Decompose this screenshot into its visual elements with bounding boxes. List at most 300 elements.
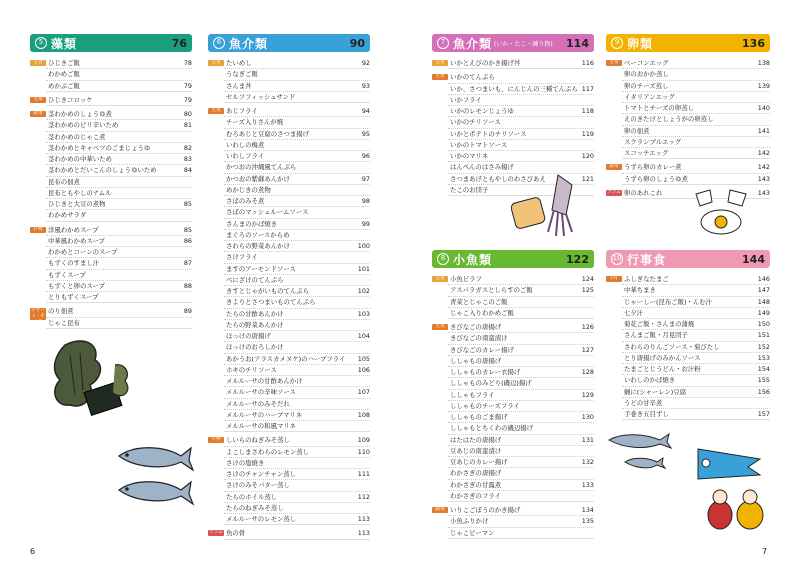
recipe-entry[interactable]: [448, 505, 594, 516]
recipe-name: さんまのかば焼き: [226, 219, 278, 228]
recipe-entry[interactable]: [46, 247, 192, 258]
recipe-entry[interactable]: [622, 342, 770, 353]
recipe-page: 149: [757, 308, 770, 317]
recipe-name: 洋風わかめスープ: [48, 225, 99, 234]
recipe-entry[interactable]: [224, 435, 370, 446]
recipe-page: 135: [581, 517, 594, 526]
section-header[interactable]: [30, 34, 192, 52]
recipe-name: わかさぎの甘露煮: [450, 480, 502, 489]
recipe-entry[interactable]: [46, 236, 192, 247]
recipe-page: 138: [757, 59, 770, 67]
section-page: 136: [742, 36, 765, 50]
recipe-entry[interactable]: [622, 81, 770, 92]
recipe-entry[interactable]: [448, 322, 594, 333]
recipe-page: 129: [581, 390, 594, 399]
recipe-page: 151: [757, 331, 770, 340]
section-title: 藻類: [51, 36, 78, 51]
recipe-entry[interactable]: [448, 412, 594, 423]
recipe-name: べにざけのてんぷら: [226, 275, 284, 284]
recipe-name: 菊花ご飯・さんまの蒲焼: [624, 320, 695, 328]
recipe-name: もずくスープ: [48, 270, 86, 279]
recipe-page: 85: [183, 200, 192, 208]
recipe-name: 豆あじのカレー揚げ: [450, 458, 508, 466]
recipe-name: 茎わかめのピリ辛いため: [48, 121, 119, 130]
recipe-entry[interactable]: [448, 345, 594, 356]
recipe-entry[interactable]: [448, 106, 594, 117]
recipe-entry[interactable]: [224, 275, 370, 286]
recipe-name: うずら卵のしょうゆ煮: [624, 174, 688, 183]
recipe-entry[interactable]: [622, 319, 770, 330]
section-title: 魚介類: [229, 36, 269, 51]
recipe-page: 88: [183, 281, 192, 290]
recipe-entry[interactable]: [622, 297, 770, 308]
recipe-name: ふしぎなたまご: [624, 275, 669, 283]
recipe-entry[interactable]: [622, 58, 770, 69]
recipe-entry[interactable]: [224, 331, 370, 342]
recipe-name: めかぶご飯: [48, 81, 80, 90]
section-number-badge: 10: [611, 253, 623, 265]
recipe-page: 157: [757, 410, 770, 418]
section-header[interactable]: [606, 250, 770, 268]
recipe-name: 中華風わかめスープ: [48, 236, 105, 245]
recipe-name: じゃこ昆布: [48, 318, 80, 327]
category-tag: 副菜: [30, 111, 46, 117]
recipe-name: よこしまさわらのレモン蒸し: [226, 447, 310, 456]
category-tag: 主菜: [208, 108, 224, 114]
recipe-entry[interactable]: [622, 409, 770, 419]
recipe-page: 86: [183, 236, 192, 245]
recipe-name: ししゃもとちくわの磯辺揚げ: [450, 424, 534, 433]
category-group: [208, 58, 370, 103]
recipe-entry[interactable]: [224, 151, 370, 162]
recipe-entry[interactable]: [448, 480, 594, 491]
recipe-name: いかのてんぷら: [450, 73, 495, 82]
recipe-entry[interactable]: [448, 516, 594, 527]
recipe-entry[interactable]: [448, 274, 594, 285]
recipe-name: 茎わかめのしょうゆ煮: [48, 110, 112, 118]
recipe-entry[interactable]: [224, 185, 370, 196]
recipe-entry[interactable]: [224, 58, 370, 69]
recipe-name: ししゃものごま揚げ: [450, 413, 508, 421]
recipe-name: あじフライ: [226, 107, 258, 115]
column-egg-events: [606, 34, 770, 418]
category-group: [432, 274, 594, 319]
recipe-name: チーズ入りさんが焼: [226, 118, 284, 127]
recipe-entry[interactable]: [224, 342, 370, 353]
recipe-entry[interactable]: [224, 492, 370, 503]
recipe-entry[interactable]: [622, 137, 770, 148]
recipe-entry[interactable]: [448, 95, 594, 106]
recipe-entry[interactable]: [224, 399, 370, 410]
recipe-page: 104: [357, 332, 370, 340]
recipe-name: たこのお団子: [450, 185, 489, 194]
recipe-entry[interactable]: [448, 84, 594, 95]
recipe-name: もずくのすまし汁: [48, 259, 100, 268]
recipe-page: 141: [757, 126, 770, 135]
recipe-name: メルルーサのみそだれ: [226, 399, 290, 408]
recipe-page: 124: [581, 275, 594, 283]
recipe-entry[interactable]: [224, 480, 370, 491]
recipe-entry[interactable]: [46, 225, 192, 236]
recipe-name: メルルーサのレモン蒸し: [226, 515, 297, 523]
recipe-entry[interactable]: [622, 103, 770, 114]
recipe-entry[interactable]: [622, 364, 770, 375]
recipe-entry[interactable]: [448, 308, 594, 318]
category-tag: 副菜: [432, 507, 448, 513]
recipe-name: きすとじゃがいものてんぷら: [226, 287, 310, 295]
recipe-entry[interactable]: [622, 126, 770, 137]
recipe-name: きびなごの南蛮漬け: [450, 334, 508, 343]
recipe-entry[interactable]: [622, 285, 770, 296]
recipe-entry[interactable]: [448, 72, 594, 83]
recipe-entry[interactable]: [46, 120, 192, 131]
cracked-egg-icon: [690, 188, 752, 238]
section-s8: [432, 250, 594, 542]
category-tag: 主食: [30, 60, 46, 66]
recipe-page: 139: [757, 81, 770, 90]
category-group: [208, 435, 370, 525]
recipe-name: さけの塩焼き: [226, 458, 265, 467]
recipe-page: 150: [757, 320, 770, 328]
category-group: [30, 58, 192, 92]
recipe-entry[interactable]: [46, 292, 192, 302]
saury-fish-icon: [115, 438, 195, 513]
recipe-entry[interactable]: [622, 148, 770, 158]
recipe-name: さわらの野菜あんかけ: [226, 242, 290, 250]
category-tag: 汁物: [208, 437, 224, 443]
recipe-name: 小魚ふりかけ: [450, 517, 489, 526]
recipe-name: めかじきの煮物: [226, 185, 271, 194]
recipe-entry[interactable]: [224, 196, 370, 207]
recipe-entry[interactable]: [622, 308, 770, 319]
recipe-page: 97: [361, 174, 370, 183]
recipe-page: 96: [361, 152, 370, 160]
recipe-name: 小魚ピラフ: [450, 275, 482, 283]
recipe-entry[interactable]: [46, 154, 192, 165]
recipe-entry[interactable]: [224, 219, 370, 230]
recipe-entry[interactable]: [448, 491, 594, 501]
recipe-entry[interactable]: [448, 129, 594, 140]
category-tag: 主菜: [432, 74, 448, 80]
recipe-name: スクランブルエッグ: [624, 137, 682, 146]
recipe-name: ほっけの唐揚げ: [226, 332, 271, 340]
category-tag: 主食: [432, 276, 448, 282]
recipe-name: 茎わかめとだいこんのしょうゆいため: [48, 166, 157, 175]
recipe-name: じゃーしー(昆布ご飯)・んむ汁: [624, 297, 713, 306]
recipe-entry[interactable]: [224, 264, 370, 275]
small-fish-icon: [605, 430, 685, 475]
recipe-entry[interactable]: [622, 162, 770, 173]
recipe-page: 99: [361, 219, 370, 228]
recipe-entry[interactable]: [224, 447, 370, 458]
recipe-entry[interactable]: [448, 117, 594, 128]
hina-dolls-icon: [708, 490, 763, 529]
recipe-entry[interactable]: [448, 446, 594, 457]
recipe-name: わかめご飯: [48, 70, 80, 79]
recipe-entry[interactable]: [224, 230, 370, 241]
recipe-page: 79: [183, 95, 192, 104]
recipe-name: さけのみそバター蒸し: [226, 481, 290, 490]
recipe-entry[interactable]: [448, 423, 594, 434]
recipe-entry[interactable]: [224, 286, 370, 297]
recipe-entry[interactable]: [224, 387, 370, 398]
recipe-name: ししゃもフライ: [450, 390, 495, 399]
recipe-entry[interactable]: [448, 367, 594, 378]
recipe-page: 113: [357, 529, 370, 538]
section-page: 114: [566, 36, 589, 50]
recipe-entry[interactable]: [224, 92, 370, 102]
recipe-name: 手巻き五目ずし: [624, 410, 669, 418]
recipe-page: 140: [757, 104, 770, 112]
recipe-page: 120: [581, 152, 594, 160]
category-group: [30, 95, 192, 106]
recipe-entry[interactable]: [622, 274, 770, 285]
recipe-name: 青菜とじゃこのご飯: [450, 297, 508, 306]
recipe-entry[interactable]: [448, 468, 594, 479]
recipe-page: 102: [357, 287, 370, 295]
recipe-name: しいらのねぎみそ蒸し: [226, 436, 290, 445]
recipe-name: 魚の骨: [226, 529, 246, 538]
recipe-name: 卵のおかか蒸し: [624, 70, 669, 79]
recipe-name: さつまあげともやしのわさびあえ: [450, 174, 546, 183]
recipe-page: 79: [183, 81, 192, 90]
recipe-entry[interactable]: [46, 143, 192, 154]
recipe-name: いりこごぼうのかき揚げ: [450, 506, 521, 514]
recipe-name: たらの野菜あんかけ: [226, 320, 284, 329]
recipe-page: 109: [357, 436, 370, 445]
recipe-entry[interactable]: [622, 353, 770, 364]
section-page: 122: [566, 252, 589, 266]
carp-streamer-icon: [690, 445, 780, 535]
recipe-entry[interactable]: [622, 174, 770, 184]
recipe-name: とり唐揚げのみかんソース: [624, 353, 701, 362]
recipe-entry[interactable]: [448, 356, 594, 367]
recipe-entry[interactable]: [224, 207, 370, 218]
recipe-page: 100: [357, 242, 370, 250]
section-number-badge: 5: [35, 37, 47, 49]
recipe-name: いかのチリソース: [450, 118, 501, 127]
recipe-entry[interactable]: [46, 165, 192, 176]
recipe-entry[interactable]: [46, 132, 192, 143]
recipe-entry[interactable]: [224, 297, 370, 308]
recipe-page: 126: [581, 323, 594, 331]
recipe-page: 106: [357, 365, 370, 374]
recipe-entry[interactable]: [46, 258, 192, 269]
recipe-entry[interactable]: [224, 469, 370, 480]
recipe-entry[interactable]: [448, 390, 594, 401]
recipe-entry[interactable]: [224, 354, 370, 365]
section-subtitle: (いか・たこ・練り物): [494, 40, 553, 48]
recipe-entry[interactable]: [622, 375, 770, 386]
recipe-name: とりもずくスープ: [48, 293, 99, 301]
recipe-name: ますのアーモンドソース: [226, 264, 296, 273]
recipe-entry[interactable]: [448, 457, 594, 468]
recipe-page: 142: [757, 163, 770, 172]
recipe-page: 153: [757, 353, 770, 362]
recipe-entry[interactable]: [224, 309, 370, 320]
category-group: [606, 274, 770, 420]
recipe-name: ししゃものカレー衣揚げ: [450, 368, 521, 376]
recipe-name: わかめとコーンのスープ: [48, 248, 118, 256]
recipe-entry[interactable]: [224, 528, 370, 538]
recipe-entry[interactable]: [46, 81, 192, 91]
category-group: [432, 58, 594, 69]
recipe-entry[interactable]: [448, 378, 594, 389]
recipe-name: わかさぎの唐揚げ: [450, 469, 502, 478]
recipe-entry[interactable]: [46, 306, 192, 317]
recipe-entry[interactable]: [224, 117, 370, 128]
recipe-name: ホキのチリソース: [226, 365, 277, 374]
recipe-name: わかさぎのフライ: [450, 491, 501, 500]
recipe-page: 84: [183, 166, 192, 175]
recipe-entry[interactable]: [448, 297, 594, 308]
recipe-entry[interactable]: [224, 365, 370, 376]
recipe-entry[interactable]: [224, 503, 370, 514]
section-title: 卵類: [627, 36, 654, 51]
recipe-entry[interactable]: [448, 58, 594, 68]
recipe-name: ししゃものチーズフライ: [450, 401, 520, 410]
recipe-name: さけフライ: [226, 253, 258, 262]
recipe-entry[interactable]: [224, 252, 370, 263]
recipe-entry[interactable]: [622, 398, 770, 409]
recipe-entry[interactable]: [224, 69, 370, 80]
recipe-entry[interactable]: [224, 106, 370, 117]
recipe-entry[interactable]: [224, 421, 370, 431]
recipe-entry[interactable]: [448, 528, 594, 538]
recipe-name: たいめし: [226, 59, 252, 67]
section-s9: [606, 34, 770, 199]
recipe-entry[interactable]: [224, 140, 370, 151]
recipe-entry[interactable]: [224, 458, 370, 469]
recipe-entry[interactable]: [224, 129, 370, 140]
recipe-page: 127: [581, 345, 594, 354]
recipe-page: 81: [183, 121, 192, 130]
section-page: 144: [742, 252, 765, 266]
recipe-page: 146: [757, 275, 770, 283]
recipe-name: いわしフライ: [226, 152, 265, 160]
recipe-name: うなぎご飯: [226, 70, 258, 79]
recipe-entry[interactable]: [46, 177, 192, 188]
recipe-page: 112: [357, 492, 370, 501]
recipe-name: 茎わかめの中華いため: [48, 155, 112, 163]
recipe-name: かつおの紫蘇あんかけ: [226, 174, 290, 183]
recipe-name: もずくと卵のスープ: [48, 281, 105, 290]
recipe-name: 蝋に(シャーレン)豆腐: [624, 387, 687, 396]
recipe-entry[interactable]: [224, 174, 370, 185]
recipe-page: 108: [357, 410, 370, 419]
section-header[interactable]: [606, 34, 770, 52]
recipe-page: 111: [357, 470, 370, 478]
recipe-page: 87: [183, 259, 192, 268]
section-number-badge: 7: [437, 37, 449, 49]
section-title: 小魚類: [453, 252, 493, 267]
section-s5: [30, 34, 192, 329]
recipe-name: いかのトマトソース: [450, 140, 508, 149]
recipe-entry[interactable]: [46, 69, 192, 80]
category-group: [30, 306, 192, 329]
recipe-name: うどの甘辛煮: [624, 398, 663, 407]
recipe-entry[interactable]: [224, 241, 370, 252]
recipe-entry[interactable]: [46, 188, 192, 199]
recipe-page: 148: [757, 297, 770, 306]
category-tag: 主菜: [30, 97, 46, 103]
section-header[interactable]: [432, 34, 594, 52]
recipe-name: まぐろのソースからめ: [226, 230, 290, 239]
recipe-page: 78: [183, 59, 192, 67]
recipe-page: 101: [357, 264, 370, 273]
recipe-entry[interactable]: [448, 333, 594, 344]
recipe-entry[interactable]: [448, 285, 594, 296]
recipe-entry[interactable]: [46, 281, 192, 292]
recipe-page: 89: [183, 307, 192, 316]
recipe-page: 113: [357, 515, 370, 523]
recipe-entry[interactable]: [224, 162, 370, 173]
recipe-name: ベーコンエッグ: [624, 59, 669, 67]
recipe-entry[interactable]: [224, 376, 370, 387]
recipe-entry[interactable]: [46, 318, 192, 328]
recipe-entry[interactable]: [224, 81, 370, 92]
recipe-page: 117: [581, 84, 594, 93]
recipe-entry[interactable]: [448, 140, 594, 151]
recipe-name: 卵のあれこれ: [624, 188, 663, 197]
recipe-entry[interactable]: [622, 69, 770, 80]
recipe-entry[interactable]: [46, 95, 192, 105]
category-group: [432, 322, 594, 502]
recipe-entry[interactable]: [448, 151, 594, 162]
category-group: [208, 528, 370, 539]
category-tag: 主菜: [432, 324, 448, 330]
recipe-entry[interactable]: [622, 92, 770, 103]
recipe-entry[interactable]: [622, 387, 770, 398]
recipe-name: 豆あじの南蛮漬け: [450, 446, 502, 455]
recipe-entry[interactable]: [46, 210, 192, 220]
section-header[interactable]: [432, 250, 594, 268]
recipe-name: わかめサラダ: [48, 211, 87, 220]
recipe-entry[interactable]: [622, 330, 770, 341]
recipe-name: はんぺんのはさみ揚げ: [450, 163, 514, 172]
section-s6: [208, 34, 370, 540]
recipe-name: たまごとじうどん・お汁粉: [624, 365, 701, 373]
recipe-entry[interactable]: [224, 410, 370, 421]
recipe-page: 130: [581, 413, 594, 421]
recipe-entry[interactable]: [46, 270, 192, 281]
recipe-page: 143: [757, 188, 770, 197]
category-group: [30, 109, 192, 222]
recipe-name: かつおの沖縄風てんぷら: [226, 163, 297, 172]
recipe-entry[interactable]: [622, 114, 770, 125]
section-s10: [606, 250, 770, 423]
recipe-entry[interactable]: [46, 199, 192, 210]
recipe-name: スコッチエッグ: [624, 149, 669, 157]
section-header[interactable]: [208, 34, 370, 52]
recipe-entry[interactable]: [224, 320, 370, 331]
recipe-name: たらのねぎみそ蒸し: [226, 503, 284, 512]
recipe-page: 121: [581, 174, 594, 183]
recipe-name: 卵の佃煮: [624, 126, 650, 135]
recipe-name: メルルーサの和風マリネ: [226, 422, 297, 430]
recipe-entry[interactable]: [448, 401, 594, 412]
recipe-entry[interactable]: [448, 435, 594, 446]
recipe-name: 七夕汁: [624, 308, 644, 317]
recipe-name: あかうお(アラスカメヌケ)のハーブフライ: [226, 354, 346, 363]
category-group: [30, 225, 192, 304]
recipe-entry[interactable]: [46, 58, 192, 69]
category-tag: デザート・その他: [31, 308, 45, 326]
recipe-name: セルフフィッシュサンド: [226, 92, 296, 101]
recipe-entry[interactable]: [46, 109, 192, 120]
recipe-entry[interactable]: [224, 514, 370, 524]
recipe-page: 107: [357, 388, 370, 397]
